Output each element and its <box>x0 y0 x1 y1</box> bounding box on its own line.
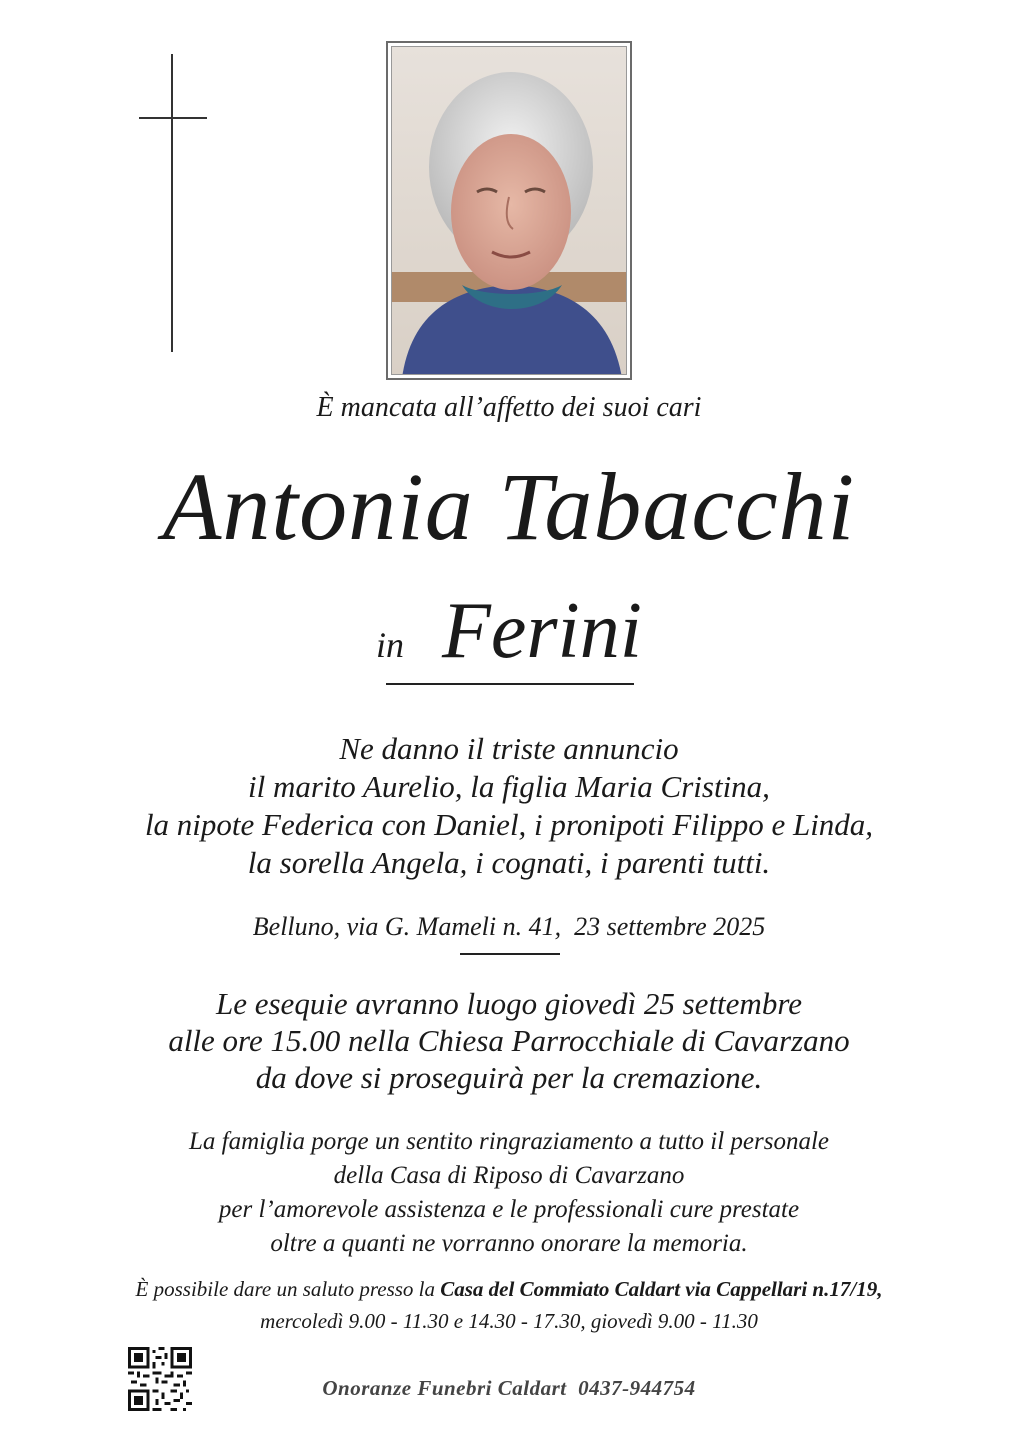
intro-text: È mancata all’affetto dei suoi cari <box>316 392 702 423</box>
announcement-line: la nipote Federica con Daniel, i pronipoti Filippo e Linda, <box>144 807 874 842</box>
thanks-line: per l’amorevole assistenza e le professionali cure prestate <box>218 1196 800 1223</box>
married-name-line <box>0 586 1018 690</box>
thanks-block <box>0 1125 1018 1261</box>
visit-block <box>0 1273 1018 1337</box>
funeral-line: Le esequie avranno luogo giovedì 25 settembre <box>215 986 802 1021</box>
funeral-line: alle ore 15.00 nella Chiesa Parrocchiale di Cavarzano <box>168 1023 850 1058</box>
visit-prefix: È possibile dare un saluto presso la <box>135 1277 441 1301</box>
married-prefix: in <box>376 625 405 665</box>
thanks-line: della Casa di Riposo di Cavarzano <box>333 1162 685 1189</box>
funeral-line: da dove si proseguirà per la cremazione. <box>255 1060 763 1095</box>
announcement-line: Ne danno il triste annuncio <box>339 731 679 766</box>
funeral-block <box>0 985 1018 1096</box>
cross-icon-horizontal <box>139 117 207 119</box>
divider-rule-short <box>460 953 560 955</box>
cross-icon-vertical <box>171 54 173 352</box>
portrait-photo <box>386 41 632 380</box>
married-name: Ferini <box>442 587 642 675</box>
divider-rule <box>386 683 634 685</box>
deceased-name: Antonia Tabacchi <box>162 453 856 560</box>
funeral-home-footer: Onoranze Funebri Caldart 0437-944754 <box>322 1376 696 1400</box>
thanks-line: oltre a quanti ne vorranno onorare la memoria. <box>270 1230 748 1257</box>
visit-hours: mercoledì 9.00 - 11.30 e 14.30 - 17.30, giovedì 9.00 - 11.30 <box>260 1309 758 1333</box>
portrait-image <box>391 46 627 375</box>
announcement-block <box>0 730 1018 882</box>
announcement-line: il marito Aurelio, la figlia Maria Cristina, <box>248 769 770 804</box>
thanks-line: La famiglia porge un sentito ringraziamento a tutto il personale <box>188 1128 830 1155</box>
visit-line <box>0 1273 1018 1305</box>
visit-location: Casa del Commiato Caldart via Cappellari n.17/19, <box>440 1277 883 1301</box>
announcement-line: la sorella Angela, i cognati, i parenti tutti. <box>247 845 771 880</box>
place-date: Belluno, via G. Mameli n. 41, 23 settembre 2025 <box>252 912 766 941</box>
